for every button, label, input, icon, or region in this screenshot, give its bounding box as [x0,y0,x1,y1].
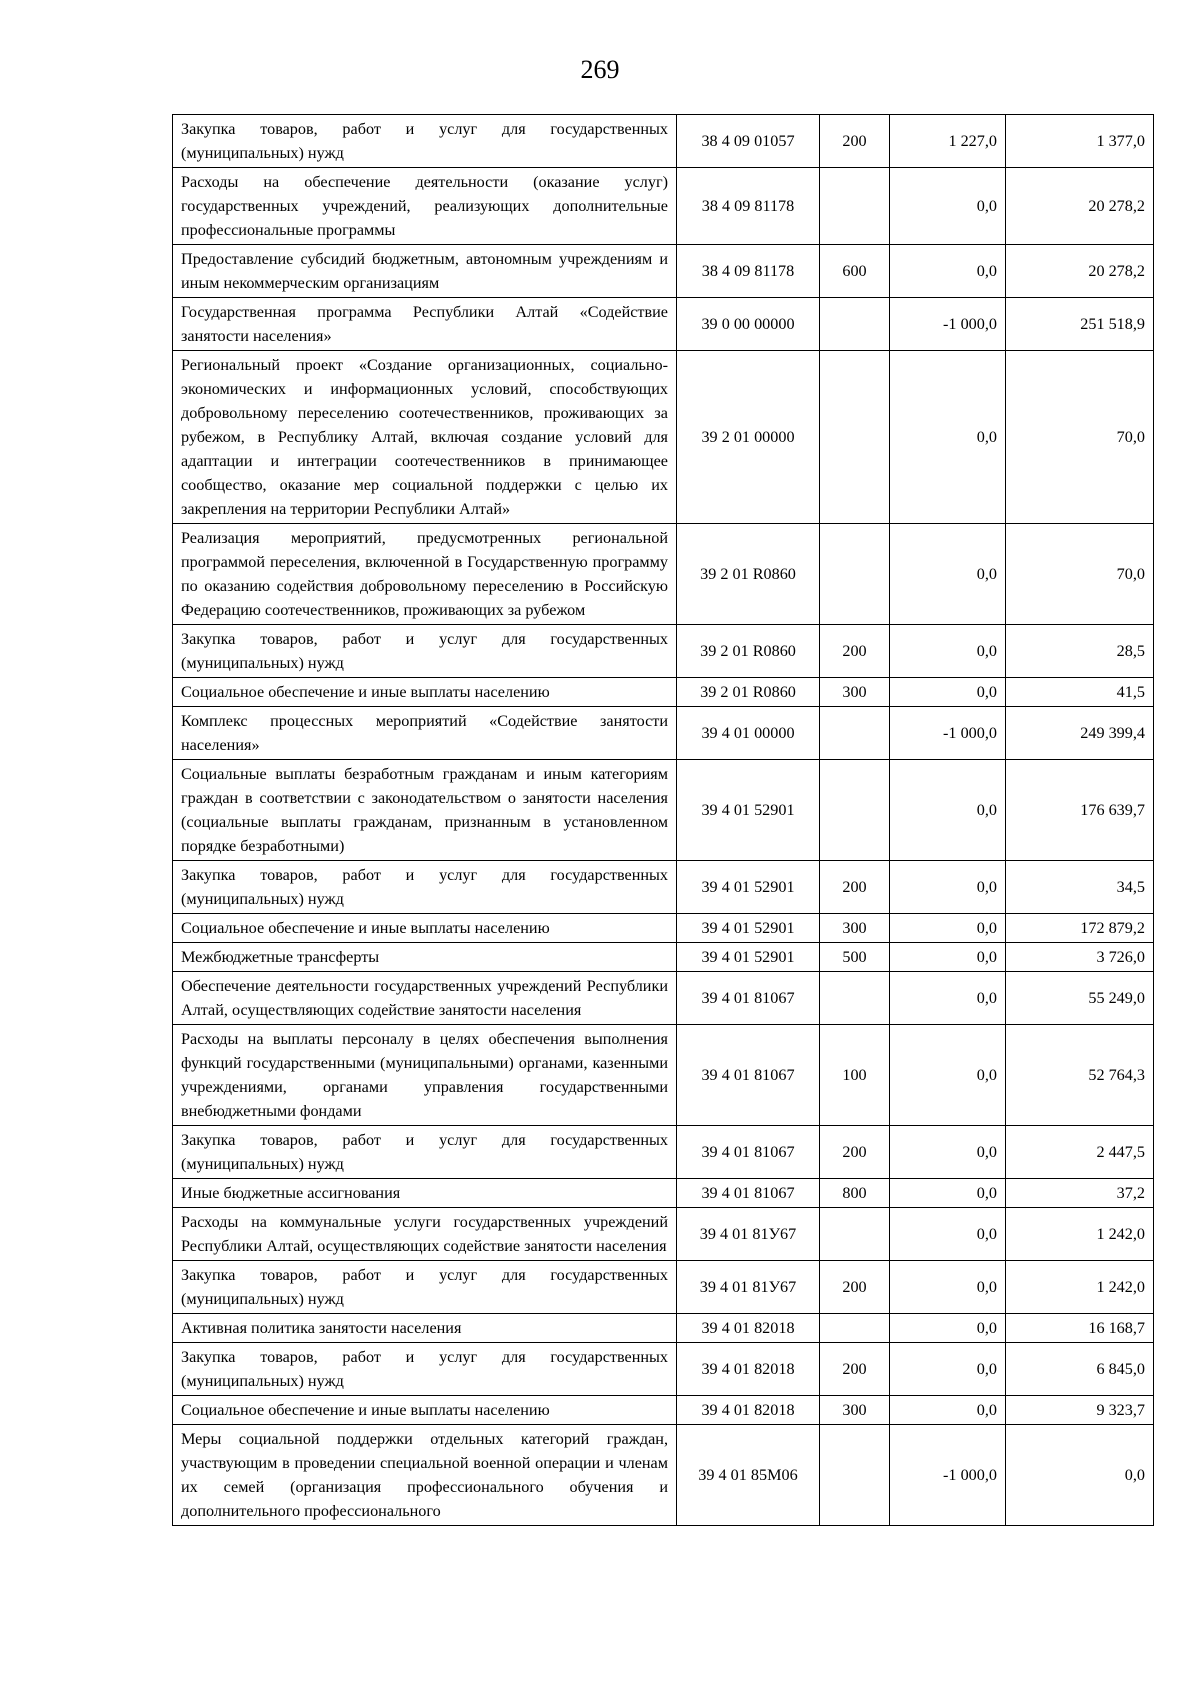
row-change-amount-cell: 0,0 [890,861,1006,914]
row-code-cell: 39 4 01 52901 [677,914,820,943]
row-expense-type-cell: 200 [820,1261,890,1314]
row-total-amount-cell: 251 518,9 [1006,298,1154,351]
table-row [173,1208,1154,1261]
row-change-amount-cell: 0,0 [890,1261,1006,1314]
row-expense-type-cell: 100 [820,1025,890,1126]
row-total-amount-cell: 2 447,5 [1006,1126,1154,1179]
row-change-amount-cell: 0,0 [890,1396,1006,1425]
row-change-amount-cell: -1 000,0 [890,707,1006,760]
row-change-amount-cell: 0,0 [890,972,1006,1025]
row-code-cell: 39 4 01 00000 [677,707,820,760]
row-code-cell: 38 4 09 81178 [677,168,820,245]
row-change-amount-cell: 0,0 [890,1179,1006,1208]
row-name-cell: Социальные выплаты безработным гражданам и иным категориям граждан в соответствии с законодательством о занятости населения (социальные выплаты гражданам, признанным в установленном порядке безработными) [173,760,677,861]
row-code-cell: 39 4 01 85М06 [677,1425,820,1526]
table-row [173,524,1154,625]
row-total-amount-cell: 176 639,7 [1006,760,1154,861]
row-code-cell: 39 0 00 00000 [677,298,820,351]
table-row [173,1179,1154,1208]
row-expense-type-cell [820,351,890,524]
row-change-amount-cell: 0,0 [890,1314,1006,1343]
row-total-amount-cell: 249 399,4 [1006,707,1154,760]
table-row [173,168,1154,245]
row-name-cell: Региональный проект «Создание организационных, социально-экономических и информационных условий, способствующих добровольному переселению соотечественников, проживающих за рубежом, в Республику Алтай, включая создание условий для адаптации и интеграции соотечественников в принимающее сообщество, оказание мер социальной поддержки с целью их закрепления на территории Республики Алтай» [173,351,677,524]
page-number: 269 [580,55,620,84]
row-name-cell: Иные бюджетные ассигнования [173,1179,677,1208]
row-code-cell: 39 4 01 52901 [677,943,820,972]
table-row [173,115,1154,168]
row-total-amount-cell: 3 726,0 [1006,943,1154,972]
row-total-amount-cell: 172 879,2 [1006,914,1154,943]
row-change-amount-cell: 0,0 [890,245,1006,298]
row-code-cell: 39 2 01 R0860 [677,524,820,625]
row-name-cell: Реализация мероприятий, предусмотренных региональной программой переселения, включенной в Государственную программу по оказанию содействия добровольному переселению в Российскую Федерацию соотечественников, проживающих за рубежом [173,524,677,625]
row-code-cell: 39 4 01 81067 [677,1126,820,1179]
row-expense-type-cell [820,298,890,351]
table-row [173,1126,1154,1179]
row-expense-type-cell: 200 [820,1343,890,1396]
row-name-cell: Обеспечение деятельности государственных учреждений Республики Алтай, осуществляющих содействие занятости населения [173,972,677,1025]
row-total-amount-cell: 6 845,0 [1006,1343,1154,1396]
row-change-amount-cell: -1 000,0 [890,1425,1006,1526]
row-code-cell: 39 4 01 81067 [677,1179,820,1208]
row-code-cell: 39 4 01 81У67 [677,1261,820,1314]
row-name-cell: Социальное обеспечение и иные выплаты населению [173,678,677,707]
row-total-amount-cell: 37,2 [1006,1179,1154,1208]
table-row [173,943,1154,972]
row-change-amount-cell: 0,0 [890,625,1006,678]
row-expense-type-cell: 200 [820,1126,890,1179]
row-total-amount-cell: 41,5 [1006,678,1154,707]
table-row [173,1261,1154,1314]
row-change-amount-cell: 0,0 [890,1025,1006,1126]
row-change-amount-cell: 0,0 [890,914,1006,943]
table-row [173,1025,1154,1126]
row-code-cell: 39 4 01 81У67 [677,1208,820,1261]
row-expense-type-cell: 300 [820,678,890,707]
row-total-amount-cell: 1 242,0 [1006,1208,1154,1261]
table-row [173,625,1154,678]
row-total-amount-cell: 1 377,0 [1006,115,1154,168]
row-code-cell: 39 4 01 52901 [677,760,820,861]
row-change-amount-cell: 0,0 [890,168,1006,245]
row-change-amount-cell: 0,0 [890,678,1006,707]
row-name-cell: Предоставление субсидий бюджетным, автономным учреждениям и иным некоммерческим организациям [173,245,677,298]
row-change-amount-cell: 0,0 [890,1343,1006,1396]
table-row [173,678,1154,707]
row-expense-type-cell [820,1314,890,1343]
row-total-amount-cell: 9 323,7 [1006,1396,1154,1425]
row-code-cell: 39 4 01 82018 [677,1343,820,1396]
row-name-cell: Государственная программа Республики Алтай «Содействие занятости населения» [173,298,677,351]
row-name-cell: Межбюджетные трансферты [173,943,677,972]
row-expense-type-cell: 500 [820,943,890,972]
row-code-cell: 39 4 01 81067 [677,1025,820,1126]
table-row [173,972,1154,1025]
row-expense-type-cell [820,524,890,625]
row-total-amount-cell: 52 764,3 [1006,1025,1154,1126]
table-row [173,914,1154,943]
row-expense-type-cell [820,972,890,1025]
row-total-amount-cell: 20 278,2 [1006,245,1154,298]
table-row [173,1314,1154,1343]
row-name-cell: Меры социальной поддержки отдельных категорий граждан, участвующим в проведении специальной военной операции и членам их семей (организация профессионального обучения и дополнительного профессионального [173,1425,677,1526]
row-total-amount-cell: 0,0 [1006,1425,1154,1526]
row-name-cell: Закупка товаров, работ и услуг для государственных (муниципальных) нужд [173,1343,677,1396]
row-name-cell: Социальное обеспечение и иные выплаты населению [173,914,677,943]
table-row [173,760,1154,861]
row-expense-type-cell: 200 [820,625,890,678]
row-code-cell: 39 4 01 82018 [677,1396,820,1425]
row-total-amount-cell: 70,0 [1006,524,1154,625]
row-code-cell: 39 2 01 R0860 [677,678,820,707]
row-name-cell: Активная политика занятости населения [173,1314,677,1343]
row-code-cell: 38 4 09 01057 [677,115,820,168]
row-total-amount-cell: 16 168,7 [1006,1314,1154,1343]
table-row [173,861,1154,914]
row-code-cell: 38 4 09 81178 [677,245,820,298]
budget-table-body [173,115,1154,1526]
budget-table [172,114,1154,1526]
row-expense-type-cell: 200 [820,861,890,914]
row-name-cell: Закупка товаров, работ и услуг для государственных (муниципальных) нужд [173,625,677,678]
row-name-cell: Расходы на коммунальные услуги государственных учреждений Республики Алтай, осуществляющих содействие занятости населения [173,1208,677,1261]
table-row [173,1343,1154,1396]
row-name-cell: Расходы на обеспечение деятельности (оказание услуг) государственных учреждений, реализующих дополнительные профессиональные программы [173,168,677,245]
row-expense-type-cell [820,1208,890,1261]
row-change-amount-cell: 0,0 [890,351,1006,524]
row-expense-type-cell [820,760,890,861]
table-row [173,1396,1154,1425]
row-expense-type-cell: 300 [820,914,890,943]
row-expense-type-cell [820,707,890,760]
row-total-amount-cell: 28,5 [1006,625,1154,678]
row-name-cell: Закупка товаров, работ и услуг для государственных (муниципальных) нужд [173,1126,677,1179]
row-expense-type-cell: 300 [820,1396,890,1425]
row-change-amount-cell: 0,0 [890,524,1006,625]
row-name-cell: Социальное обеспечение и иные выплаты населению [173,1396,677,1425]
row-total-amount-cell: 34,5 [1006,861,1154,914]
row-name-cell: Закупка товаров, работ и услуг для государственных (муниципальных) нужд [173,861,677,914]
row-code-cell: 39 2 01 00000 [677,351,820,524]
row-total-amount-cell: 1 242,0 [1006,1261,1154,1314]
table-row [173,707,1154,760]
row-expense-type-cell: 600 [820,245,890,298]
row-total-amount-cell: 20 278,2 [1006,168,1154,245]
row-change-amount-cell: -1 000,0 [890,298,1006,351]
row-name-cell: Закупка товаров, работ и услуг для государственных (муниципальных) нужд [173,1261,677,1314]
row-change-amount-cell: 0,0 [890,760,1006,861]
row-expense-type-cell [820,168,890,245]
row-name-cell: Расходы на выплаты персоналу в целях обеспечения выполнения функций государственными (муниципальными) органами, казенными учреждениями, органами управления государственными внебюджетными фондами [173,1025,677,1126]
row-change-amount-cell: 0,0 [890,1208,1006,1261]
row-code-cell: 39 2 01 R0860 [677,625,820,678]
row-change-amount-cell: 1 227,0 [890,115,1006,168]
row-expense-type-cell: 200 [820,115,890,168]
row-code-cell: 39 4 01 52901 [677,861,820,914]
row-expense-type-cell [820,1425,890,1526]
row-change-amount-cell: 0,0 [890,943,1006,972]
row-change-amount-cell: 0,0 [890,1126,1006,1179]
row-name-cell: Комплекс процессных мероприятий «Содействие занятости населения» [173,707,677,760]
row-code-cell: 39 4 01 82018 [677,1314,820,1343]
table-row [173,245,1154,298]
table-row [173,298,1154,351]
row-total-amount-cell: 55 249,0 [1006,972,1154,1025]
row-total-amount-cell: 70,0 [1006,351,1154,524]
row-name-cell: Закупка товаров, работ и услуг для государственных (муниципальных) нужд [173,115,677,168]
row-code-cell: 39 4 01 81067 [677,972,820,1025]
row-expense-type-cell: 800 [820,1179,890,1208]
table-row [173,351,1154,524]
table-row [173,1425,1154,1526]
